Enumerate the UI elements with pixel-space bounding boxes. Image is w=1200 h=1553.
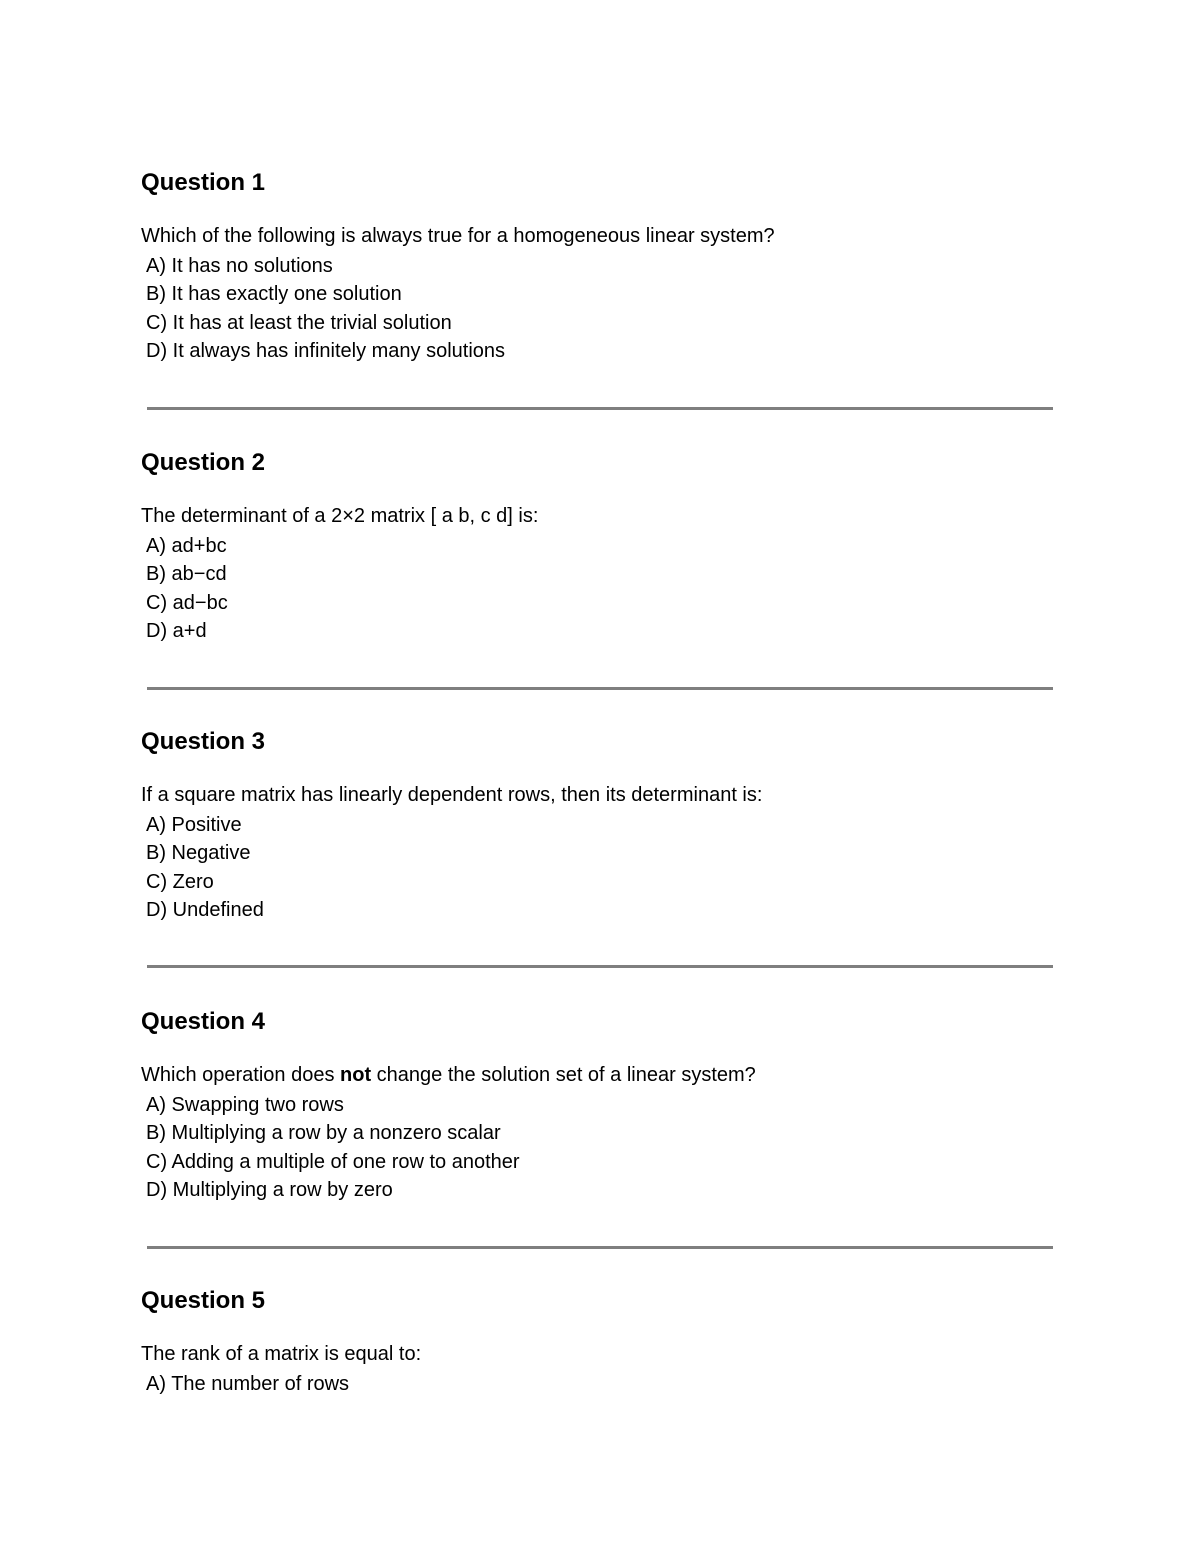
question-stem: Which of the following is always true for a homogeneous linear system?: [141, 225, 775, 247]
answer-options: [146, 1091, 520, 1205]
option-c: C) Zero: [146, 870, 214, 893]
question-title: Question 1: [141, 169, 266, 196]
option-d: D) Undefined: [146, 899, 264, 922]
question-stem: The rank of a matrix is equal to:: [141, 1343, 422, 1365]
answer-options: [146, 1370, 349, 1398]
option-a: A) It has no solutions: [146, 255, 333, 277]
option-c: C) ad−bc: [146, 591, 228, 614]
option-a: A) Positive: [146, 814, 242, 836]
answer-options: [146, 532, 228, 646]
stem-text-after: change the solution set of a linear system?: [371, 1064, 756, 1086]
section-divider: [147, 1246, 1053, 1249]
option-c: C) It has at least the trivial solution: [146, 311, 452, 334]
answer-options: [146, 811, 264, 925]
question-title: Question 3: [141, 728, 266, 755]
question-stem: The determinant of a 2×2 matrix [ a b, c d] is:: [141, 505, 539, 527]
section-divider: [147, 965, 1053, 968]
option-b: B) Negative: [146, 842, 251, 865]
option-a: A) Swapping two rows: [146, 1094, 344, 1116]
option-d: D) a+d: [146, 620, 207, 643]
question-stem: If a square matrix has linearly dependent rows, then its determinant is:: [141, 784, 763, 806]
option-b: B) It has exactly one solution: [146, 283, 402, 306]
section-divider: [147, 687, 1053, 690]
question-title: Question 4: [141, 1008, 266, 1035]
stem-text-before: Which operation does: [141, 1064, 341, 1086]
option-b: B) Multiplying a row by a nonzero scalar: [146, 1122, 501, 1145]
stem-emphasis: not: [340, 1064, 372, 1086]
option-a: A) The number of rows: [146, 1373, 350, 1395]
option-d: D) It always has infinitely many solutions: [146, 340, 506, 363]
section-divider: [147, 407, 1053, 410]
question-title: Question 2: [141, 449, 266, 476]
option-c: C) Adding a multiple of one row to another: [146, 1150, 520, 1173]
question-title: Question 5: [141, 1287, 266, 1314]
answer-options: [146, 252, 505, 366]
option-d: D) Multiplying a row by zero: [146, 1179, 393, 1202]
option-b: B) ab−cd: [146, 563, 227, 586]
option-a: A) ad+bc: [146, 535, 227, 557]
question-stem: [141, 1063, 756, 1087]
